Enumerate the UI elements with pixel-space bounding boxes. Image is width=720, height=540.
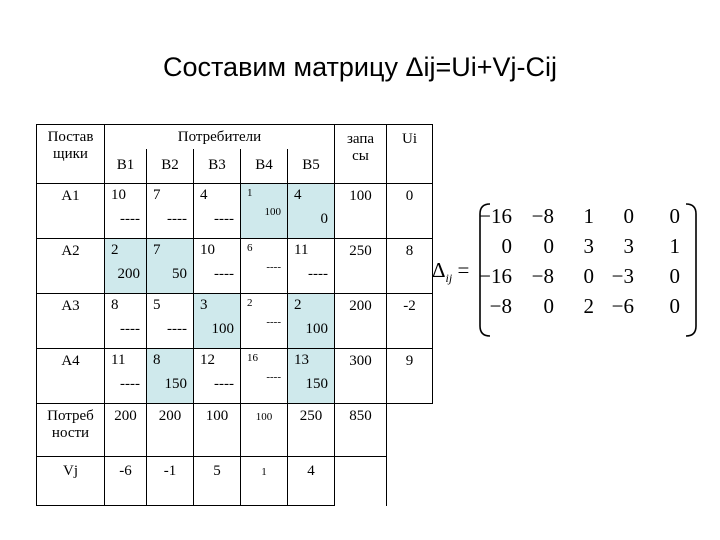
demand-cell xyxy=(194,404,241,457)
suppliers-header-line: щики xyxy=(53,146,88,162)
matrix-value: 0 xyxy=(543,234,554,258)
cost-cell xyxy=(241,239,288,294)
cost-value: 4 xyxy=(294,187,302,203)
cost-cell xyxy=(288,239,335,294)
matrix-value: 0 xyxy=(669,294,680,318)
ui-cell xyxy=(387,349,433,404)
shipment-value: ---- xyxy=(266,316,281,328)
cost-value: 4 xyxy=(200,187,208,203)
cost-value: 2 xyxy=(247,297,253,309)
shipment-value: ---- xyxy=(214,266,234,282)
vj-cell xyxy=(105,457,147,506)
vj-value: 5 xyxy=(213,463,221,479)
cost-cell xyxy=(288,349,335,404)
ui-value: 0 xyxy=(405,188,414,204)
stock-value: 200 xyxy=(349,298,372,314)
matrix-value: 3 xyxy=(623,234,634,258)
cost-cell xyxy=(194,349,241,404)
stock-value: 100 xyxy=(349,188,372,204)
ui-value: -2 xyxy=(403,298,416,314)
shipment-value: ---- xyxy=(167,211,187,227)
shipment-value: 100 xyxy=(264,206,281,218)
matrix-value: −6 xyxy=(611,294,634,318)
consumer-label: В3 xyxy=(208,157,226,174)
suppliers-header-line: Постав xyxy=(47,129,94,145)
demand-value: 200 xyxy=(158,408,182,424)
cost-value: 10 xyxy=(200,242,215,258)
matrix-value: −3 xyxy=(611,264,634,288)
cost-value: 3 xyxy=(200,297,208,313)
ui-cell xyxy=(387,294,433,349)
cost-value: 8 xyxy=(111,297,119,313)
matrix-value: 2 xyxy=(583,294,594,318)
cost-cell xyxy=(105,184,147,239)
cost-value: 2 xyxy=(111,242,119,258)
ui-header-text: Ui xyxy=(402,131,417,147)
equals-sign: = xyxy=(457,258,470,282)
vj-value: 4 xyxy=(307,463,315,479)
cost-cell xyxy=(105,294,147,349)
cost-cell xyxy=(288,294,335,349)
stock-value: 300 xyxy=(349,353,372,369)
matrix-value: −16 xyxy=(479,264,512,288)
cost-value: 2 xyxy=(294,297,302,313)
demand-cell xyxy=(147,404,194,457)
cost-cell xyxy=(241,349,288,404)
right-bracket xyxy=(686,204,696,336)
shipment-value: ---- xyxy=(120,376,140,392)
consumer-label: В2 xyxy=(161,157,179,174)
ui-header xyxy=(387,125,433,184)
consumer-1 xyxy=(105,149,147,183)
vj-cell xyxy=(194,457,241,506)
cost-value: 5 xyxy=(153,297,161,313)
cost-value: 8 xyxy=(153,352,161,368)
demand-value: 100 xyxy=(205,408,229,424)
cost-value: 7 xyxy=(153,242,161,258)
cost-value: 11 xyxy=(294,242,309,258)
ui-cell xyxy=(387,239,433,294)
demand-total xyxy=(335,404,387,457)
cost-cell xyxy=(105,239,147,294)
slide-title: Составим матрицу Δij=Ui+Vj-Cij xyxy=(162,52,558,82)
matrix-value: 0 xyxy=(543,294,554,318)
supplier-row xyxy=(37,294,433,349)
matrix-value: 0 xyxy=(669,264,680,288)
consumers-header-text: Потребители xyxy=(177,129,262,145)
cost-value: 6 xyxy=(247,242,253,254)
demand-total-value: 850 xyxy=(349,408,372,424)
cost-cell xyxy=(147,349,194,404)
supplier-label: А2 xyxy=(61,243,80,259)
vj-value: 1 xyxy=(261,466,267,478)
vj-value: -1 xyxy=(163,463,177,479)
shipment-value: 0 xyxy=(320,211,328,227)
shipment-value: ---- xyxy=(308,266,328,282)
stock-header xyxy=(335,125,387,184)
stock-cell xyxy=(335,239,387,294)
vj-header xyxy=(37,457,105,506)
vj-value: -6 xyxy=(119,463,132,479)
matrix-value: 0 xyxy=(583,264,594,288)
header-row xyxy=(37,125,433,150)
consumer-2 xyxy=(147,149,194,183)
cost-cell xyxy=(241,184,288,239)
stock-header-line: запа xyxy=(346,131,375,147)
cost-value: 10 xyxy=(111,187,126,203)
stock-value: 250 xyxy=(349,243,372,259)
shipment-value: ---- xyxy=(266,371,281,383)
cost-value: 12 xyxy=(200,352,215,368)
matrix-value: −8 xyxy=(531,264,554,288)
cost-value: 1 xyxy=(247,187,253,199)
supplier-row xyxy=(37,239,433,294)
matrix-value: 1 xyxy=(583,204,594,228)
demand-value: 200 xyxy=(114,408,137,424)
consumer-3 xyxy=(194,149,241,183)
shipment-value: ---- xyxy=(214,376,234,392)
cost-cell xyxy=(194,294,241,349)
cost-value: 13 xyxy=(294,352,309,368)
stock-header-line: сы xyxy=(352,148,369,164)
supplier-name xyxy=(37,349,105,404)
supplier-name xyxy=(37,184,105,239)
supplier-name xyxy=(37,294,105,349)
shipment-value: 150 xyxy=(164,376,187,392)
demand-cell xyxy=(241,404,288,457)
cost-cell xyxy=(147,239,194,294)
shipment-value: ---- xyxy=(120,321,140,337)
vj-cell xyxy=(241,457,288,506)
matrix-value: 0 xyxy=(501,234,512,258)
matrix-value: −8 xyxy=(531,204,554,228)
shipment-value: 50 xyxy=(172,266,187,282)
matrix-value: 1 xyxy=(669,234,680,258)
cost-value: 7 xyxy=(153,187,161,203)
supplier-label: А4 xyxy=(61,353,80,369)
supplier-label: А1 xyxy=(61,188,80,204)
shipment-value: 100 xyxy=(305,321,328,337)
matrix-value: 0 xyxy=(623,204,634,228)
demand-header-line: ности xyxy=(51,425,90,441)
shipment-value: ---- xyxy=(167,321,187,337)
demand-header-line: Потреб xyxy=(47,408,94,424)
shipment-value: ---- xyxy=(214,211,234,227)
consumer-4 xyxy=(241,149,288,183)
consumer-label: В4 xyxy=(255,157,273,174)
demand-row xyxy=(37,404,433,457)
cost-cell xyxy=(288,184,335,239)
vj-header-text: Vj xyxy=(63,463,78,479)
consumer-5 xyxy=(288,149,335,183)
suppliers-header xyxy=(37,125,105,184)
supplier-row xyxy=(37,184,433,239)
supplier-row xyxy=(37,349,433,404)
demand-value: 100 xyxy=(255,411,273,423)
matrix-value: −8 xyxy=(489,294,512,318)
consumer-label: В1 xyxy=(116,157,135,174)
empty-cell xyxy=(387,404,433,506)
cost-value: 11 xyxy=(111,352,126,368)
demand-cell xyxy=(288,404,335,457)
cost-cell xyxy=(105,349,147,404)
ui-cell xyxy=(387,184,433,239)
cost-cell xyxy=(147,294,194,349)
cost-cell xyxy=(241,294,288,349)
cost-cell xyxy=(194,239,241,294)
delta-symbol: Δ xyxy=(432,258,446,282)
ui-value: 8 xyxy=(405,243,414,259)
consumer-label: В5 xyxy=(302,157,320,174)
shipment-value: ---- xyxy=(266,261,281,273)
supplier-label: А3 xyxy=(61,298,80,314)
supplier-name xyxy=(37,239,105,294)
vj-cell xyxy=(147,457,194,506)
stock-cell xyxy=(335,294,387,349)
vj-cell xyxy=(288,457,335,506)
matrix-value: −16 xyxy=(479,204,512,228)
demand-value: 250 xyxy=(299,408,323,424)
shipment-value: 150 xyxy=(305,376,328,392)
demand-cell xyxy=(105,404,147,457)
demand-header xyxy=(37,404,105,457)
transport-table xyxy=(36,124,433,506)
matrix-value: 0 xyxy=(669,204,680,228)
shipment-value: ---- xyxy=(120,211,140,227)
empty-cell xyxy=(335,457,387,506)
cost-value: 16 xyxy=(247,352,258,364)
cost-cell xyxy=(147,184,194,239)
shipment-value: 200 xyxy=(117,266,140,282)
cost-cell xyxy=(194,184,241,239)
stock-cell xyxy=(335,184,387,239)
shipment-value: 100 xyxy=(211,321,234,337)
stock-cell xyxy=(335,349,387,404)
delta-subscript: ij xyxy=(445,271,453,286)
ui-value: 9 xyxy=(405,353,414,369)
matrix-value: 3 xyxy=(583,234,594,258)
consumers-header xyxy=(105,125,335,150)
vj-row xyxy=(37,457,433,506)
